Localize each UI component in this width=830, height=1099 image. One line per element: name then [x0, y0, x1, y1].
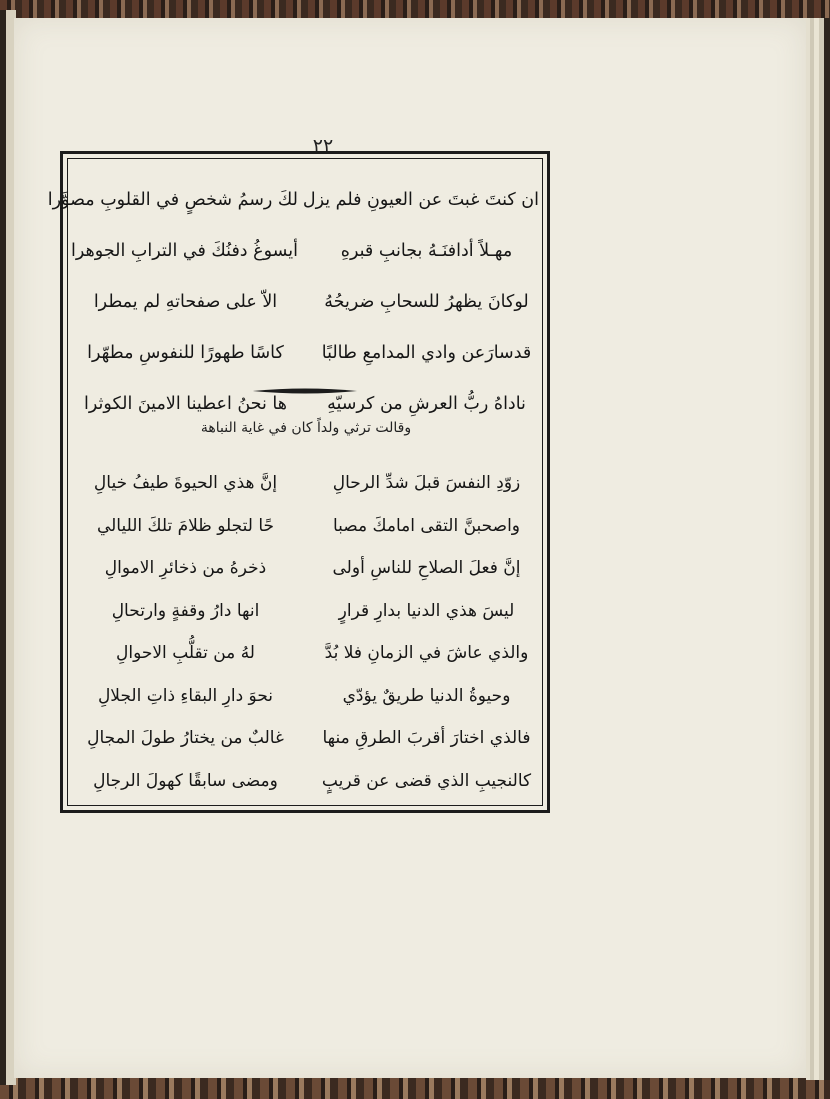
second-hemistich: إنَّ هذي الحيوةَ طيفُ خيالِ	[93, 473, 278, 494]
second-hemistich: ومضى سابقًا كهولَ الرجالِ	[93, 770, 278, 791]
first-hemistich: إنَّ فعلَ الصلاحِ للناسِ أولى	[332, 558, 521, 579]
second-hemistich: حًا لتجلو ظلامَ تلكَ الليالي	[96, 515, 275, 536]
second-hemistich: أيسوغُ دفنُكَ في الترابِ الجوهرا	[71, 240, 298, 261]
first-hemistich: زوّدِ النفسَ قبلَ شدِّ الرحالِ	[332, 473, 521, 494]
second-hemistich: غالبٌ من يختارُ طولَ المجالِ	[87, 728, 284, 749]
page-number: ٢٢	[312, 135, 334, 157]
first-hemistich: مهـلاً أدافنَـهُ بجانبِ قبرهِ	[340, 240, 513, 261]
verse-line	[73, 276, 539, 327]
verse-line	[73, 760, 539, 803]
verse-line	[47, 174, 539, 225]
first-hemistich: فالذي اختارَ أقربَ الطرقِ منها	[322, 728, 531, 749]
verse-line	[73, 632, 539, 675]
verse-line	[73, 547, 539, 590]
divider-swell	[253, 389, 357, 394]
first-hemistich: كالنجيبِ الذي قضى عن قريبٍ	[321, 770, 532, 791]
second-hemistich: لكَ رسمُ شخصٍ في القلوبِ مصوَّرا	[47, 189, 298, 210]
first-hemistich: قدسارَعن وادي المدامعِ طالبًا	[321, 342, 532, 363]
ornamental-divider	[253, 386, 357, 396]
first-hemistich: لوكانَ يظهرُ للسحابِ ضريحُهُ	[324, 291, 529, 312]
first-hemistich: ليسَ هذي الدنيا بدارِ قرارٍ	[338, 600, 515, 621]
verse-line	[73, 590, 539, 633]
text-frame	[47, 151, 550, 813]
second-hemistich: الاّ على صفحاتهِ لم يمطرا	[93, 291, 278, 312]
verse-line	[73, 462, 539, 505]
first-hemistich: وحيوةُ الدنيا طريقٌ يؤدّي	[342, 685, 511, 706]
second-hemistich: كاسًا طهورًا للنفوسِ مطهّرا	[87, 342, 284, 363]
verse-line	[73, 675, 539, 718]
second-hemistich: ها نحنُ اعطينا الامينَ الكوثرا	[84, 393, 287, 414]
verse-line	[73, 505, 539, 548]
verse-line	[73, 225, 539, 276]
second-hemistich: لهُ من تقلُّبِ الاحوالِ	[116, 643, 255, 664]
first-hemistich: واصحبنَّ التقى امامكَ مصبا	[332, 515, 521, 536]
first-hemistich: ناداهُ ربُّ العرشِ من كرسيّهِ	[327, 393, 526, 414]
page-stack-edge	[806, 18, 830, 1080]
book-page	[14, 18, 806, 1078]
verse-line	[73, 327, 539, 378]
second-hemistich: نحوَ دارِ البقاءِ ذاتِ الجلالِ	[97, 685, 274, 706]
section-heading: وقالت ترثي ولداً كان في غاية النباهة	[200, 420, 412, 436]
second-hemistich: ذخرهُ من ذخائرِ الاموالِ	[104, 558, 267, 579]
verse-line	[73, 717, 539, 760]
poem-2	[73, 462, 539, 802]
first-hemistich: والذي عاشَ في الزمانِ فلا بُدَّ	[324, 643, 529, 664]
second-hemistich: انها دارُ وقفةٍ وارتحالِ	[111, 600, 260, 621]
first-hemistich: ان كنتَ غبتَ عن العيونِ فلم يزل	[302, 189, 539, 210]
